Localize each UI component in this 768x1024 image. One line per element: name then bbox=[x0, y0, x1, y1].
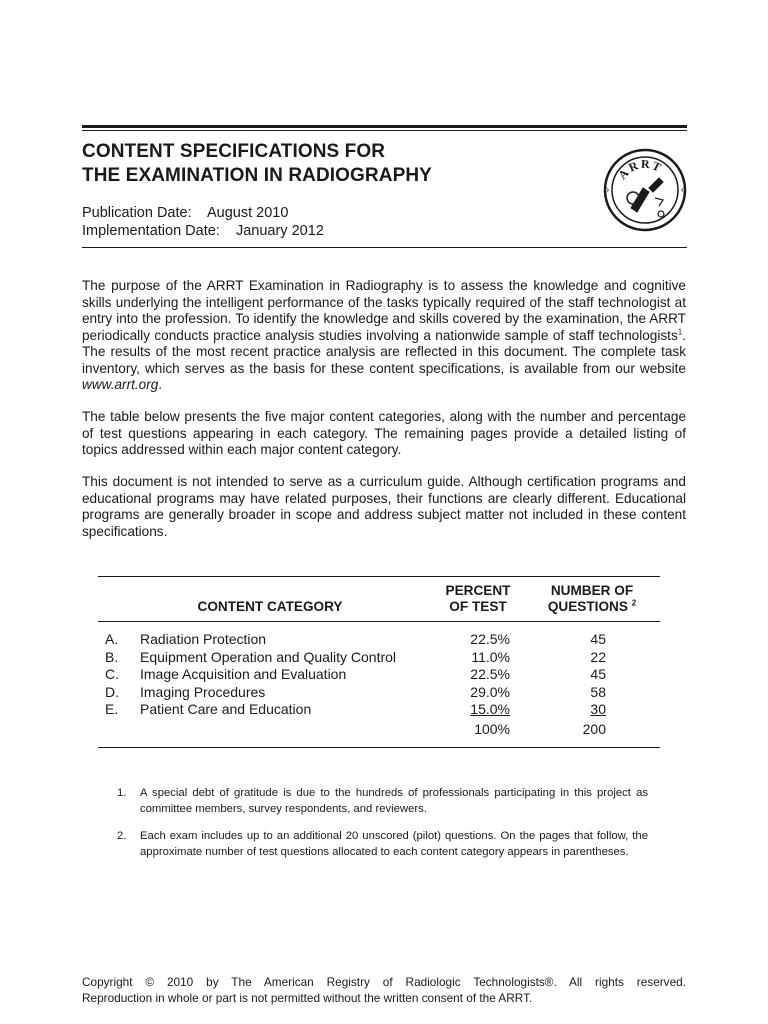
header-top-rule bbox=[82, 125, 687, 128]
footnote-number: 2. bbox=[117, 830, 127, 842]
table-row bbox=[98, 631, 660, 649]
document-title bbox=[82, 140, 432, 188]
row-questions: 45 bbox=[590, 666, 606, 683]
table-header-row bbox=[98, 577, 660, 621]
row-letter: B. bbox=[105, 648, 119, 665]
header-top-rule-thin bbox=[82, 130, 687, 131]
header-content-category: CONTENT CATEGORY bbox=[197, 599, 343, 614]
row-percent: 22.5% bbox=[470, 666, 510, 683]
table-row bbox=[98, 684, 660, 702]
row-questions: 45 bbox=[590, 631, 606, 647]
website-link[interactable]: www.arrt.org bbox=[82, 377, 159, 392]
copyright-line-1: Copyright © 2010 by The American Registry of Radiologic Technologists®. All rights reserved. bbox=[82, 975, 686, 989]
purpose-paragraph: The purpose of the ARRT Examination in Radiography is to assess the knowledge and cognitive skills underlying the intelligent performance of the tasks typically required of the staff technologist at entry into the profession. To identify the knowledge and skills covered by the examination, the ARRT periodically conducts practice analysis studies involving a nationwide sample of staff technologists$^1$. The results of the most recent practice analysis are reflected in this document. The complete task inventory, which serves as the basis for these content specifications, is available from our website www.arrt.org. bbox=[82, 278, 686, 392]
title-line-2: THE EXAMINATION IN RADIOGRAPHY bbox=[82, 165, 432, 186]
implementation-date-label: Implementation Date: bbox=[82, 222, 220, 239]
table-bottom-rule bbox=[98, 747, 660, 748]
table-body bbox=[98, 622, 660, 739]
footnote-1 bbox=[117, 786, 648, 817]
publication-info bbox=[82, 205, 324, 240]
footnote-ref-1: 1 bbox=[677, 326, 683, 336]
row-letter: D. bbox=[105, 683, 119, 700]
row-percent: 11.0% bbox=[471, 648, 510, 665]
row-category: Image Acquisition and Evaluation bbox=[140, 666, 347, 683]
row-percent: 22.5% bbox=[470, 631, 510, 647]
footnote-2 bbox=[117, 829, 648, 860]
row-category: Radiation Protection bbox=[140, 631, 267, 647]
arrt-seal-logo bbox=[603, 148, 687, 232]
footnote-number: 1. bbox=[117, 787, 127, 799]
table-row bbox=[98, 649, 660, 667]
curriculum-disclaimer-paragraph: This document is not intended to serve as a curriculum guide. Although certification programs and educational programs may have related purposes, their functions are clearly different. Educational programs are generally broader in scope and address subject matter not included in these content specifications. bbox=[82, 474, 686, 539]
table-row bbox=[98, 701, 660, 719]
row-category: Equipment Operation and Quality Control bbox=[140, 648, 397, 665]
total-questions: 200 bbox=[582, 720, 606, 737]
row-percent: 29.0% bbox=[470, 683, 510, 700]
content-categories-table bbox=[98, 576, 660, 748]
row-questions: 30 bbox=[590, 701, 606, 718]
table-totals-row bbox=[98, 719, 660, 739]
copyright-line-2: Reproduction in whole or part is not permitted without the written consent of the ARRT. bbox=[82, 990, 533, 1005]
row-category: Imaging Procedures bbox=[140, 683, 266, 700]
row-letter: E. bbox=[105, 701, 119, 718]
row-letter: A. bbox=[105, 631, 119, 647]
publication-date-label: Publication Date: bbox=[82, 205, 192, 221]
header-number-of-questions: NUMBER OF QUESTIONS $^2$ bbox=[547, 583, 637, 614]
row-letter: C. bbox=[105, 666, 119, 683]
copyright-notice bbox=[82, 975, 686, 1006]
row-category: Patient Care and Education bbox=[140, 701, 312, 718]
total-percent: 100% bbox=[474, 720, 510, 737]
footnote-text: Each exam includes up to an additional 20 unscored (pilot) questions. On the pages that follow, the approximate number of test questions allocated to each content category appears in parentheses. bbox=[140, 830, 648, 858]
title-line-1: CONTENT SPECIFICATIONS FOR bbox=[82, 141, 386, 162]
footnote-text: A special debt of gratitude is due to the hundreds of professionals participating in this project as committee members, survey respondents, and reviewers. bbox=[140, 787, 648, 815]
header-bottom-rule bbox=[82, 247, 687, 248]
row-percent: 15.0% bbox=[470, 701, 510, 718]
row-questions: 58 bbox=[590, 683, 606, 700]
table-intro-paragraph: The table below presents the five major content categories, along with the number and percentage of test questions appearing in each category. The remaining pages provide a detailed listing of topics addressed within each major content category. bbox=[82, 409, 686, 457]
header-percent-of-test: PERCENT OF TEST bbox=[445, 583, 511, 614]
implementation-date-value: January 2012 bbox=[235, 222, 324, 239]
logo-text: ARRT bbox=[615, 156, 666, 183]
publication-date-value: August 2010 bbox=[206, 205, 289, 221]
row-questions: 22 bbox=[590, 648, 606, 665]
table-row bbox=[98, 666, 660, 684]
